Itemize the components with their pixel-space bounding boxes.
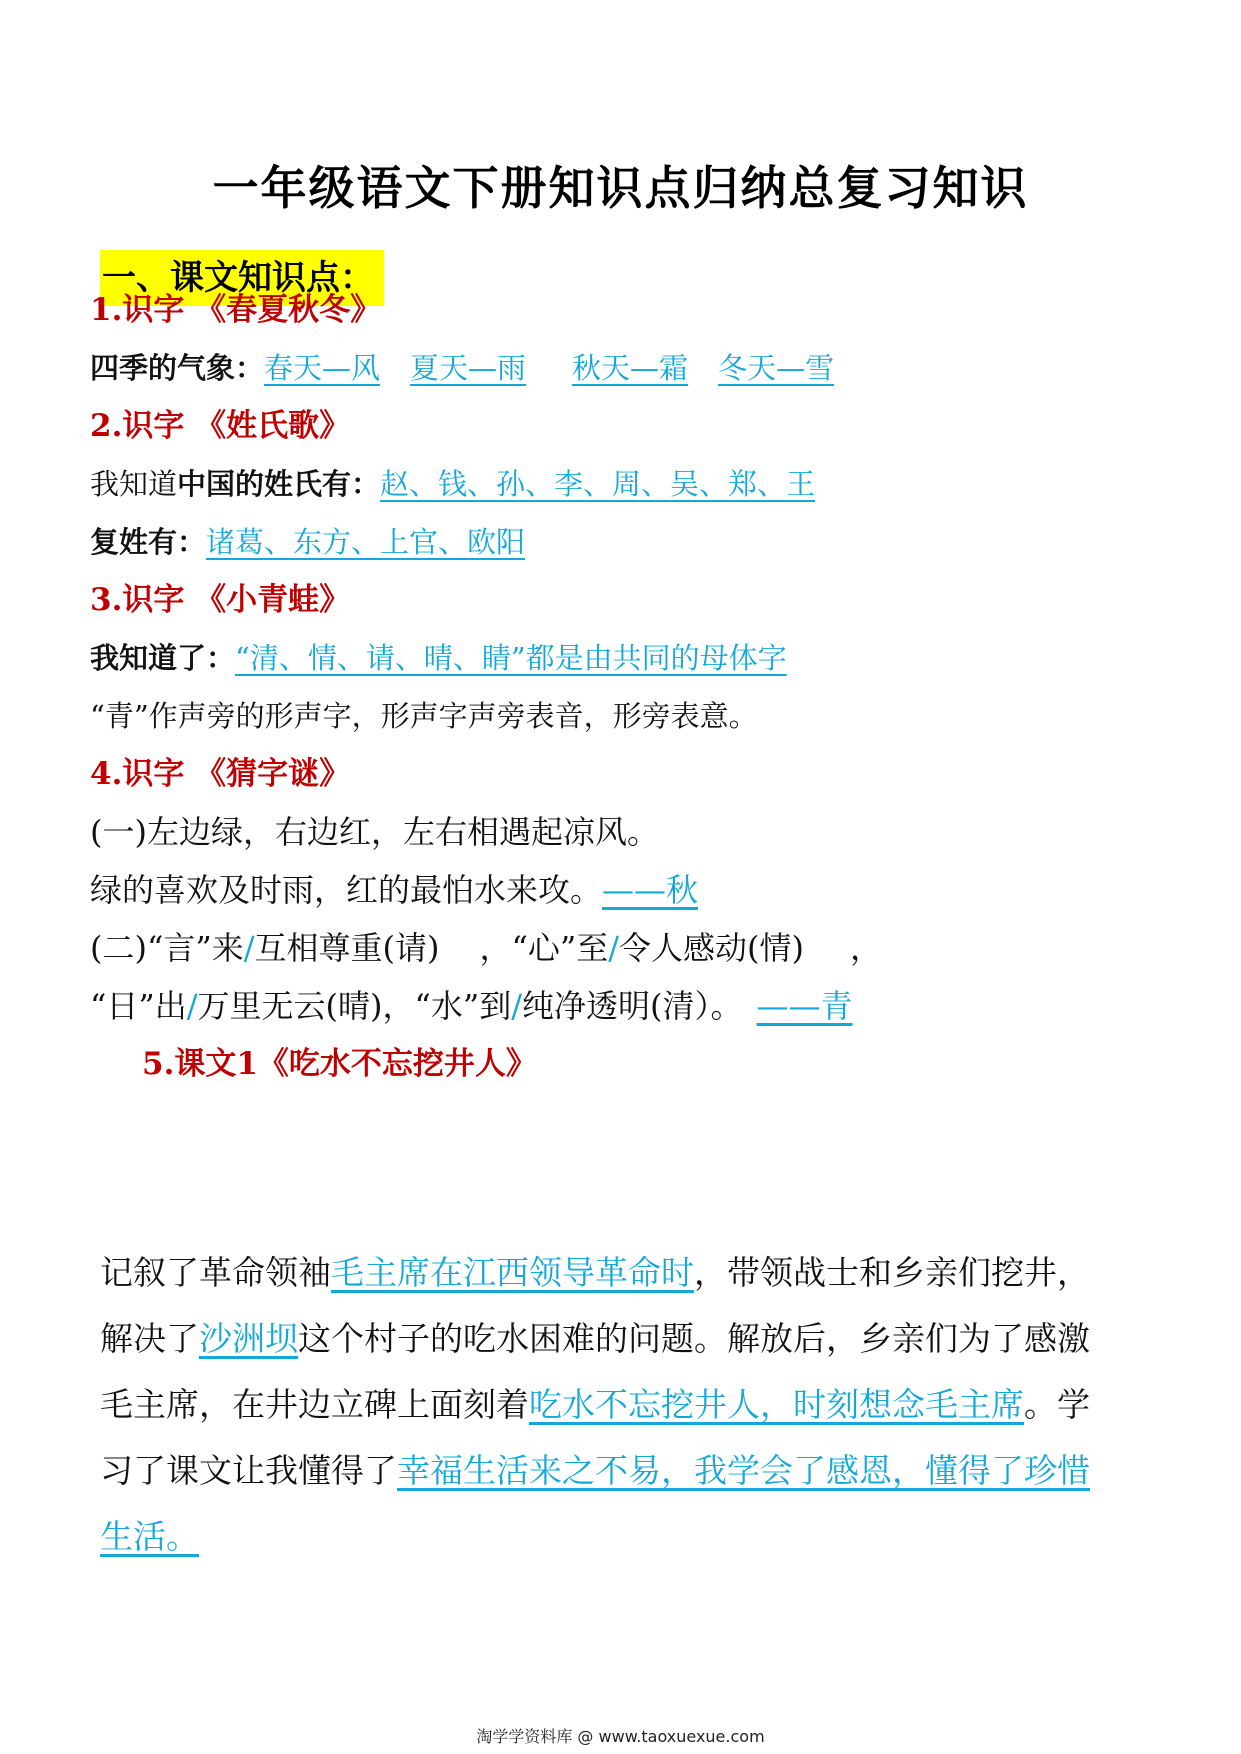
riddle-2-part-g: 万里无云(晴)，“水”到 <box>197 987 512 1025</box>
item-2-line-1 <box>90 464 815 504</box>
compound-surname-label: 复姓有： <box>90 525 207 559</box>
answer-winter: 冬天—雪 <box>718 351 835 385</box>
riddle-2-line-2 <box>90 986 853 1026</box>
riddle-2-line-1 <box>90 928 882 968</box>
riddle-2-part-e: ， <box>849 929 882 967</box>
summary-answer-2: 沙洲坝 <box>199 1319 298 1358</box>
riddle-2-part-f: “日”出 <box>90 987 187 1025</box>
riddle-2-part-h: 纯净透明(清）。 <box>522 987 743 1025</box>
riddle-2-part-c: ，“心”至 <box>479 929 609 967</box>
item-4-heading: 4.识字 《猜字谜》 <box>90 756 351 792</box>
riddle-2-part-d: 令人感动(情) <box>618 929 804 967</box>
answer-spring: 春天—风 <box>264 351 381 385</box>
know-label: 我知道了： <box>90 641 236 675</box>
slash-mark: / <box>243 929 255 967</box>
surname-label: 中国的姓氏有： <box>177 467 381 501</box>
summary-text-4: 。学习了课文让我懂得了 <box>100 1385 1090 1490</box>
answer-autumn: 秋天—霜 <box>572 351 689 385</box>
item-5-heading: 5.课文1《吃水不忘挖井人》 <box>142 1046 537 1082</box>
surname-intro: 我知道 <box>90 467 178 501</box>
item-3-heading: 3.识字 《小青蛙》 <box>90 582 351 618</box>
page-title: 一年级语文下册知识点归纳总复习知识 <box>212 161 1029 215</box>
compound-surname-answer: 诸葛、东方、上官、欧阳 <box>206 525 526 559</box>
slash-mark: / <box>186 987 198 1025</box>
item-3-line-1 <box>90 638 787 678</box>
lesson-summary-paragraph <box>100 1240 1110 1570</box>
section-heading: 一、课文知识点： <box>100 250 384 306</box>
item-2-heading: 2.识字 《姓氏歌》 <box>90 408 351 444</box>
riddle-1-line-1: (一)左边绿，右边红，左右相遇起凉风。 <box>90 813 659 851</box>
item-3-line-2: “青”作声旁的形声字，形声字声旁表音，形旁表意。 <box>90 699 758 733</box>
riddle-1-line-2 <box>90 870 698 910</box>
summary-answer-3: 吃水不忘挖井人，时刻想念毛主席 <box>529 1385 1024 1424</box>
answer-summer: 夏天—雨 <box>410 351 527 385</box>
riddle-2-part-b: 互相尊重(请) <box>254 929 440 967</box>
seasons-label: 四季的气象： <box>90 351 265 385</box>
riddle-1-answer: ——秋 <box>602 871 699 909</box>
riddle-2-part-a: (二)“言”来 <box>90 929 244 967</box>
footer-watermark: 淘学学资料库 @ www.taoxuexue.com <box>476 1727 765 1746</box>
summary-text-3: 这个村子的吃水困难的问题。解放后，乡亲们为了感激毛主席，在井边立碑上面刻着 <box>100 1319 1090 1424</box>
know-answer: “清、情、请、晴、睛”都是由共同的母体字 <box>235 641 787 675</box>
surname-answer: 赵、钱、孙、李、周、吴、郑、王 <box>380 467 816 501</box>
summary-answer-1: 毛主席在江西领导革命时 <box>331 1253 694 1292</box>
riddle-1-text: 绿的喜欢及时雨，红的最怕水来攻。 <box>90 871 603 909</box>
item-2-line-2 <box>90 522 525 562</box>
item-1-line <box>90 348 834 388</box>
slash-mark: / <box>608 929 619 967</box>
summary-text-1: 记叙了革命领袖 <box>100 1253 331 1292</box>
riddle-2-answer: ——青 <box>756 987 853 1025</box>
slash-mark: / <box>511 987 522 1025</box>
item-1-heading: 1.识字 《春夏秋冬》 <box>90 292 382 328</box>
summary-text-2: ，带领战士和乡亲们挖井，解决了 <box>100 1253 1090 1358</box>
summary-answer-4: 幸福生活来之不易，我学会了感恩，懂得了珍惜生活。 <box>100 1451 1090 1556</box>
